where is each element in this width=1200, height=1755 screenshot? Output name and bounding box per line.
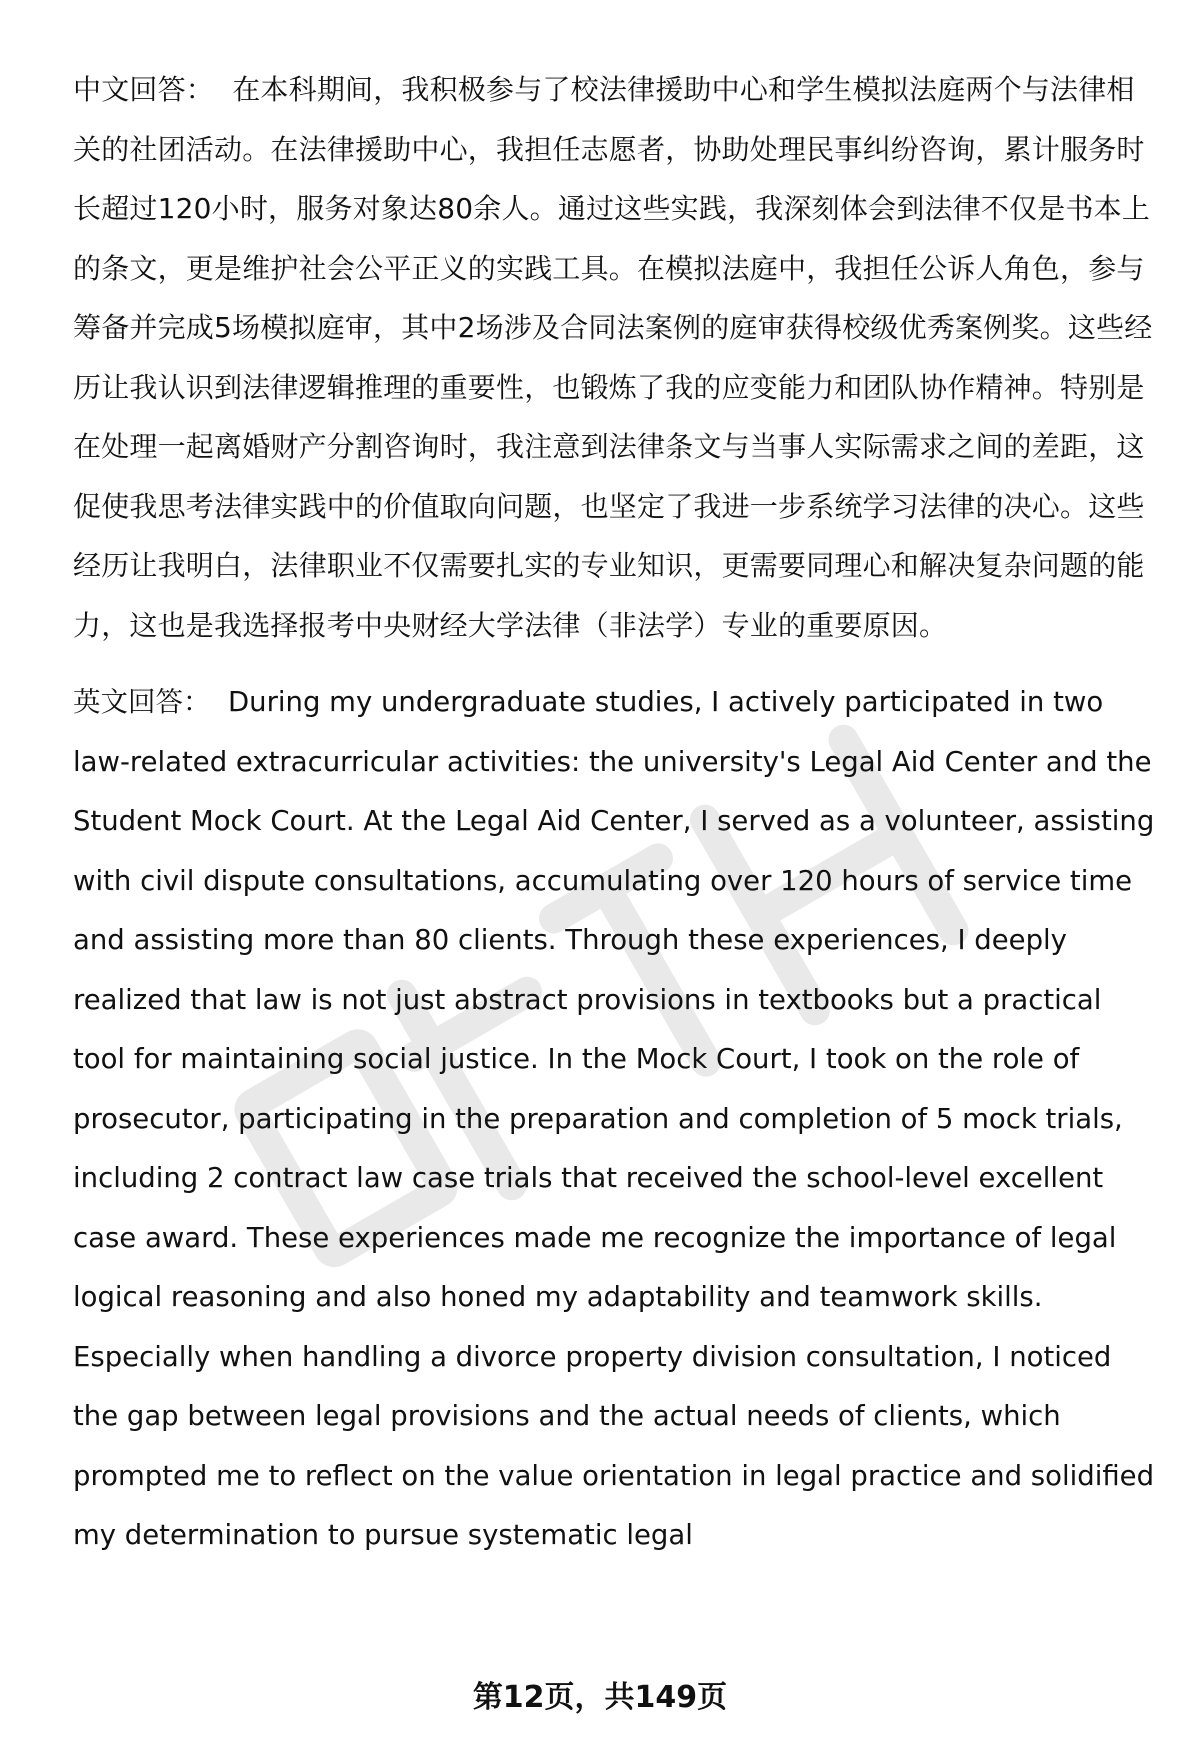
page-footer — [0, 1672, 1200, 1716]
chinese-answer-paragraph — [73, 60, 1156, 655]
content-area — [73, 60, 1156, 1584]
english-answer-text: During my undergraduate studies, I actively participated in two law-related extracurricular activities: the university's Legal Aid Center and the Student Mock Court. At the Legal Aid Center, I served as a volunteer, assisting with civil dispute consultations, accumulating over 120 hours of service time and assisting more than 80 clients. Through these experiences, I deeply realized that law is not just abstract provisions in textbooks but a practical tool for maintaining social justice. In the Mock Court, I took on the role of prosecutor, participating in the preparation and completion of 5 mock trials, including 2 contract law case trials that received the school-level excellent case award. These experiences made me recognize the importance of legal logical reasoning and also honed my adaptability and teamwork skills. Especially when handling a divorce property division consultation, I noticed the gap between legal provisions and the actual needs of clients, which prompted me to reflect on the value orientation in legal practice and solidified my determination to pursue systematic legal — [73, 686, 1155, 1551]
english-answer-label: 英文回答： — [73, 686, 211, 718]
english-answer-paragraph — [73, 673, 1156, 1566]
chinese-answer-label: 中文回答： — [73, 73, 215, 106]
chinese-answer-text: 在本科期间，我积极参与了校法律援助中心和学生模拟法庭两个与法律相关的社团活动。在法律援助中心，我担任志愿者，协助处理民事纠纷咨询，累计服务时长超过120小时，服务对象达80余人。通过这些实践，我深刻体会到法律不仅是书本上的条文，更是维护社会公平正义的实践工具。在模拟法庭中，我担任公诉人角色，参与筹备并完成5场模拟庭审，其中2场涉及合同法案例的庭审获得校级优秀案例奖。这些经历让我认识到法律逻辑推理的重要性，也锻炼了我的应变能力和团队协作精神。特别是在处理一起离婚财产分割咨询时，我注意到法律条文与当事人实际需求之间的差距，这促使我思考法律实践中的价值取向问题，也坚定了我进一步系统学习法律的决心。这些经历让我明白，法律职业不仅需要扎实的专业知识，更需要同理心和解决复杂问题的能力，这也是我选择报考中央财经大学法律（非法学）专业的重要原因。 — [73, 73, 1153, 642]
page-number-label: 第12页，共149页 — [472, 1680, 728, 1715]
